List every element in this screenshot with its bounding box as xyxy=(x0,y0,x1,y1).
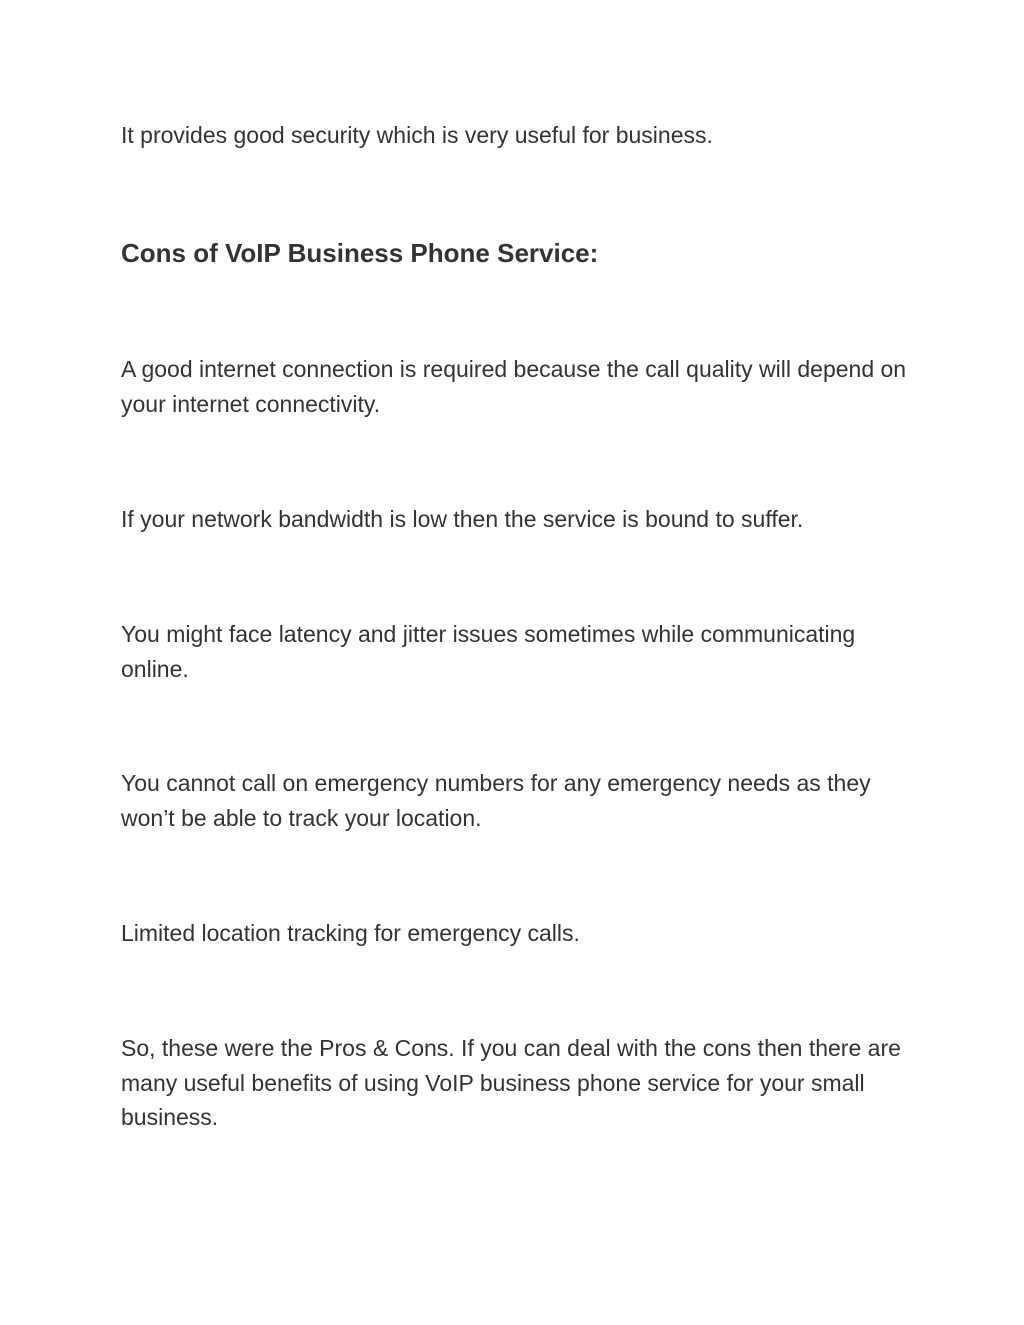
cons-heading: Cons of VoIP Business Phone Service: xyxy=(121,238,599,268)
cons-paragraph-bandwidth: If your network bandwidth is low then the service is bound to suffer. xyxy=(121,506,804,532)
cons-paragraph-internet: A good internet connection is required because the call quality will depend on your internet connectivity. xyxy=(121,356,907,417)
cons-paragraph-location: Limited location tracking for emergency calls. xyxy=(121,920,580,946)
intro-paragraph: It provides good security which is very useful for business. xyxy=(121,122,713,148)
conclusion-paragraph: So, these were the Pros & Cons. If you can deal with the cons then there are many useful benefits of using VoIP business phone service for your small business. xyxy=(121,1035,901,1130)
cons-paragraph-emergency: You cannot call on emergency numbers for any emergency needs as they won’t be able to track your location. xyxy=(121,770,871,831)
cons-paragraph-latency: You might face latency and jitter issues sometimes while communicating online. xyxy=(121,621,856,682)
